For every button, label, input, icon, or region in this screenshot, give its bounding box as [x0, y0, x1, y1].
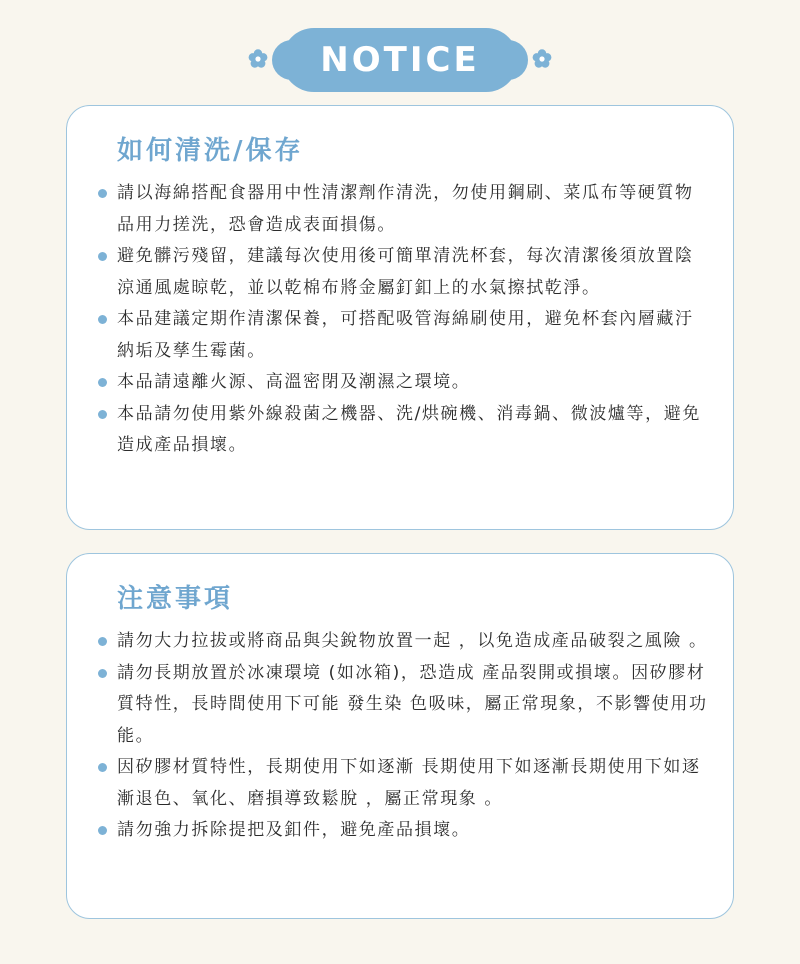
cleaning-storage-card [66, 105, 734, 530]
bullet-dot-icon [98, 410, 107, 419]
list-item-text: 請以海綿搭配食器用中性清潔劑作清洗，勿使用鋼刷、菜瓜布等硬質物品用力搓洗，恐會造成表面損傷。 [117, 183, 694, 235]
list-item-text: 本品請遠離火源、高溫密閉及潮濕之環境。 [117, 372, 471, 392]
notice-badge [282, 28, 518, 92]
bullet-dot-icon [98, 315, 107, 324]
bullet-dot-icon [98, 763, 107, 772]
bullet-dot-icon [98, 637, 107, 646]
list-item [95, 241, 709, 304]
list-item-text: 本品請勿使用紫外線殺菌之機器、洗/烘碗機、消毒鍋、微波爐等，避免造成產品損壞。 [117, 403, 701, 455]
bullet-dot-icon [98, 189, 107, 198]
bullet-dot-icon [98, 252, 107, 261]
list-item [95, 304, 709, 367]
list-item-text: 請勿大力拉拔或將商品與尖銳物放置一起 ，以免造成產品破裂之風險 。 [117, 631, 708, 651]
list-item-text: 避免髒污殘留，建議每次使用後可簡單清洗杯套，每次清潔後須放置陰涼通風處晾乾，並以乾棉布將金屬釘釦上的水氣擦拭乾淨。 [117, 246, 694, 298]
list-item-text: 因矽膠材質特性，長期使用下如逐漸 長期使用下如逐漸長期使用下如逐漸退色、氧化、磨損導致鬆脫 ，屬正常現象 。 [117, 757, 701, 809]
bullet-dot-icon [98, 826, 107, 835]
section-title: 注意事項 [117, 584, 234, 614]
bullet-dot-icon [98, 378, 107, 387]
list-item [95, 815, 709, 847]
list-item-text: 請勿強力拆除提把及釦件，避免產品損壞。 [117, 820, 471, 840]
list-item-text: 請勿長期放置於冰凍環境 (如冰箱)，恐造成 產品裂開或損壞。因矽膠材質特性，長時間使用下可能 發生染 色吸味，屬正常現象，不影響使用功能。 [117, 662, 708, 746]
bullet-dot-icon [98, 669, 107, 678]
cleaning-list [95, 178, 709, 462]
list-item [95, 178, 709, 241]
list-item [95, 399, 709, 462]
section-title: 如何清洗/保存 [117, 136, 304, 166]
list-item [95, 658, 709, 753]
flower-icon [531, 48, 553, 70]
list-item-text: 本品建議定期作清潔保養，可搭配吸管海綿刷使用，避免杯套內層藏汙納垢及孳生霉菌。 [117, 309, 694, 361]
list-item [95, 752, 709, 815]
notice-title: NOTICE [320, 40, 480, 80]
precautions-list [95, 626, 709, 847]
precautions-card [66, 553, 734, 919]
list-item [95, 626, 709, 658]
list-item [95, 367, 709, 399]
flower-icon [247, 48, 269, 70]
notice-header [0, 28, 800, 92]
